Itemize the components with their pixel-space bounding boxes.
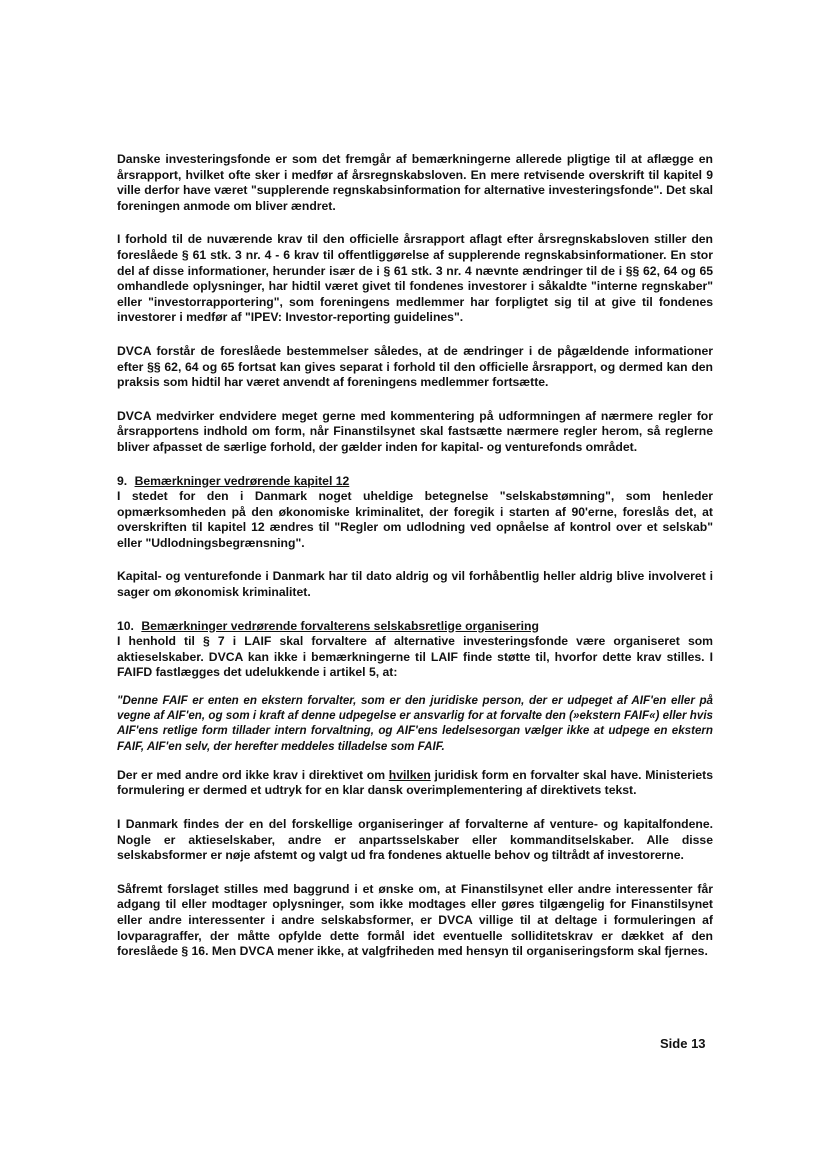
section-title: Bemærkninger vedrørende kapitel 12 [134, 473, 350, 488]
paragraph-dvca-commenting: DVCA medvirker endvidere meget gerne med kommentering på udformningen af nærmere regler for årsrapportens indhold om form, når Finanstilsynet skal fastsætte nærmere regler herom, så reglerne bliver afpasset de særlige forhold, der gælder inden for kapital- og venturefonds området. [117, 408, 713, 454]
section-heading-9 [117, 474, 713, 490]
paragraph-section-61: I forhold til de nuværende krav til den officielle årsrapport aflagt efter årsregnskabsloven stiller den foreslåede § 61 stk. 3 nr. 4 - 6 krav til offentliggørelse af supplerende regnskabsinformationer. En stor del af disse informationer, herunder især de i § 61 stk. 3 nr. 4 nævnte ændringer til de i §§ 62, 64 og 65 omhandlede oplysninger, har hidtil været givet til fondenes investorer i såkaldte "interne regnskaber" eller "investorrapportering", som foreningens medlemmer har forpligtet sig til at give til fondenes investorer i medfør af "IPEV: Investor-reporting guidelines". [117, 232, 713, 325]
document-body [117, 152, 713, 978]
underlined-word: hvilken [388, 767, 431, 782]
section-number: 10. [117, 618, 134, 633]
section-title: Bemærkninger vedrørende forvalterens selskabsretlige organisering [141, 618, 539, 633]
paragraph-organiseringer: I Danmark findes der en del forskellige organiseringer af forvalterne af venture- og kapitalfondene. Nogle er aktieselskaber, andre er anpartsselskaber eller kommanditselskaber. Alle disse selskabsformer er nøje afstemt og valgt ud fra fondenes aktuelle behov og tiltrådt af investorerne. [117, 817, 713, 863]
page-number: Side 13 [660, 1036, 706, 1051]
paragraph-dvca-interpretation: DVCA forstår de foreslåede bestemmelser således, at de ændringer i de pågældende informationer efter §§ 62, 64 og 65 fortsat kan gives separat i forhold til den officielle årsrapport, og dermed kan den praksis som hidtil har været anvendt af foreningens medlemmer fortsætte. [117, 343, 713, 390]
paragraph-laif-section-7: I henhold til § 7 i LAIF skal forvaltere af alternative investeringsfonde være organiseret som aktieselskaber. DVCA kan ikke i bemærkningerne til LAIF finde støtte til, hvorfor dette krav stilles. I FAIFD fastlægges det udelukkende i artikel 5, at: [117, 634, 713, 680]
paragraph-forslaget: Såfremt forslaget stilles med baggrund i et ønske om, at Finanstilsynet eller andre interessenter får adgang til eller modtager oplysninger, som ikke modtages eller gøres tilgængelig for Finanstilsynet eller andre interessenter i andre selskabsformer, er DVCA villige til at deltage i formuleringen af lovparagraffer, der måtte opfylde dette formål idet eventuelle solliditetskrav er dækket af den foreslåede § 16. Men DVCA mener ikke, at valgfriheden med hensyn til organiseringsform skal fjernes. [117, 881, 713, 959]
section-heading-10 [117, 619, 713, 635]
paragraph-kapitel-9: Danske investeringsfonde er som det fremgår af bemærkningerne allerede pligtige til at aflægge en årsrapport, hvilket ofte sker i medfør af årsregnskabsloven. En mere retvisende overskrift til kapitel 9 ville derfor have været "supplerende regnskabsinformation for alternative investeringsfonde". Det skal foreningen anmode om bliver ændret. [117, 152, 713, 213]
paragraph-overimplementering [117, 768, 713, 799]
paragraph-selskabstoemning: I stedet for den i Danmark noget uheldige betegnelse "selskabstømning", som henleder opmærksomheden på den økonomiske kriminalitet, der foregik i starten af 90'erne, foreslås det, at overskriften til kapitel 12 ændres til "Regler om udlodning ved opnåelse af kontrol over et selskab" eller "Udlodningsbegrænsning". [117, 489, 713, 550]
paragraph-kriminalitet: Kapital- og venturefonde i Danmark har til dato aldrig og vil forhåbentlig heller aldrig blive involveret i sager om økonomisk kriminalitet. [117, 569, 713, 600]
text-segment: juridisk form en forvalter skal have. Ministeriets formulering er dermed et udtryk for en klar dansk overimplementering af direktivets tekst. [117, 767, 713, 798]
section-number: 9. [117, 473, 128, 488]
text-segment: Der er med andre ord ikke krav i direktivet om [117, 767, 389, 782]
quote-faifd-article-5: "Denne FAIF er enten en ekstern forvalter, som er den juridiske person, der er udpeget af AIF'en eller på vegne af AIF'en, og som i kraft af denne udpegelse er ansvarlig for at forvalte den (»ekstern FAIF«) eller hvis AIF'ens retlige form tillader intern forvaltning, og AIF'ens ledelsesorgan vælger ikke at udpege en ekstern FAIF, AIF'en selv, der herefter meddeles tilladelse som FAIF. [117, 694, 713, 753]
